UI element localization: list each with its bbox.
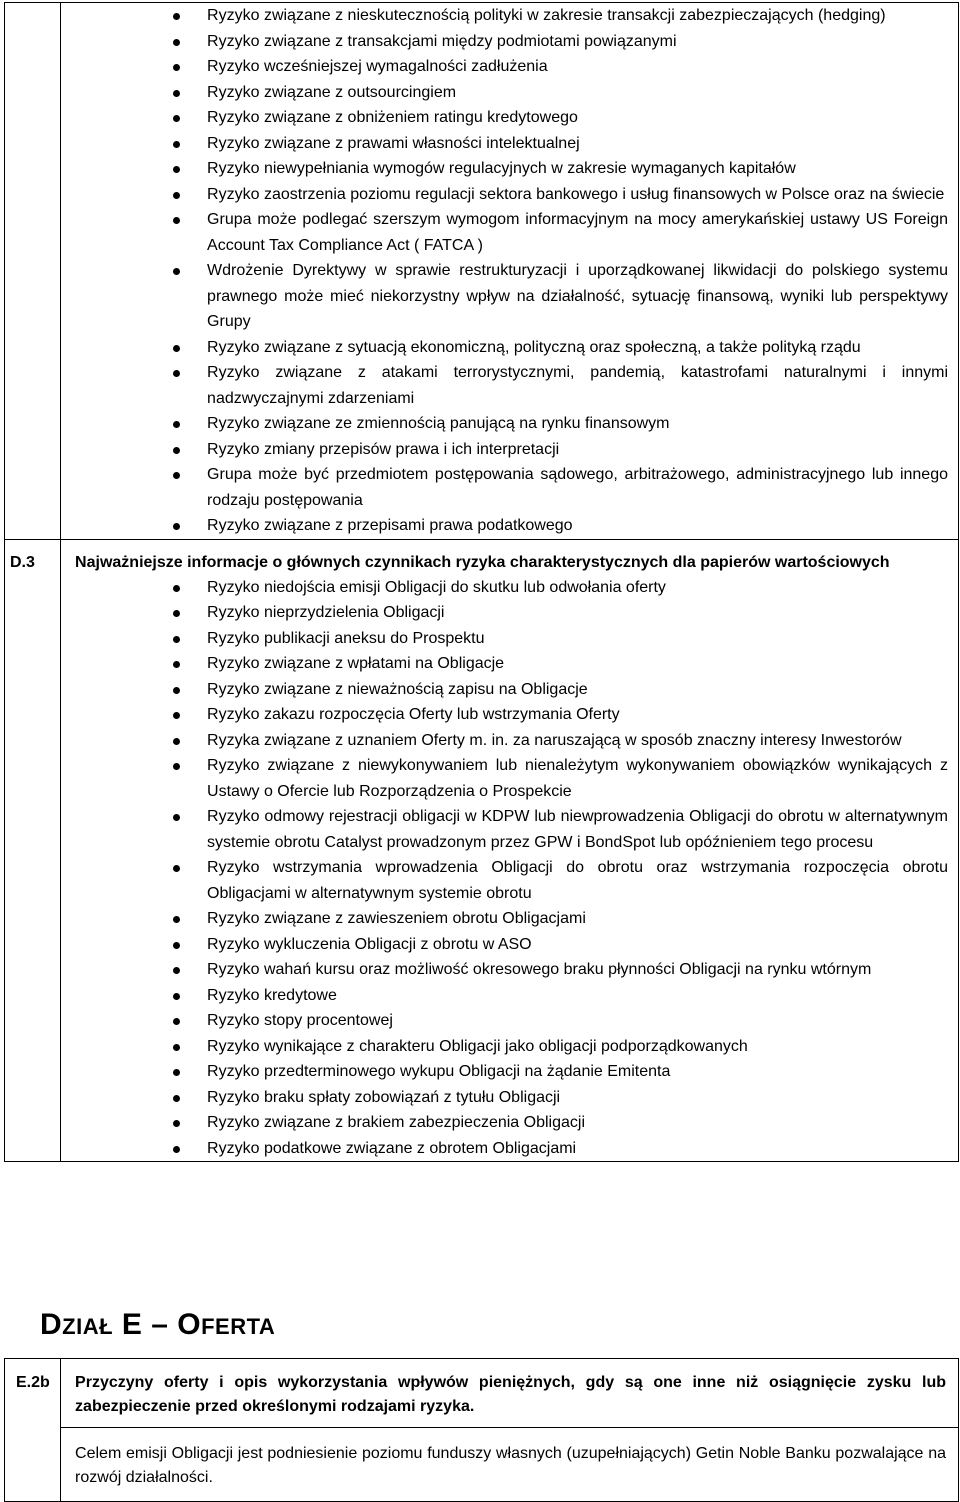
list-item: Ryzyko wcześniejszej wymagalności zadłużenia [61,54,958,80]
code-cell-empty [5,3,61,540]
section-heading: Najważniejsze informacje o głównych czynnikach ryzyka charakterystycznych dla papierów wartościowych [75,553,890,571]
body-cell [61,3,959,540]
list-item: Ryzyko związane z transakcjami między podmiotami powiązanymi [61,29,958,55]
body-cell [61,539,959,1162]
list-item: Grupa może podlegać szerszym wymogom informacyjnym na mocy amerykańskiej ustawy US Foreign Account Tax Compliance Act ( FATCA ) [61,207,958,258]
section-code: E.2b [16,1374,50,1391]
table-row [5,1359,959,1502]
list-item: Ryzyko związane z obniżeniem ratingu kredytowego [61,105,958,131]
list-item: Ryzyko wstrzymania wprowadzenia Obligacji do obrotu oraz wstrzymania rozpoczęcia obrotu Obligacjami w alternatywnym systemie obrotu [61,855,958,906]
title-initial-d: D [40,1308,63,1341]
list-item: Ryzyko związane z brakiem zabezpieczenia Obligacji [61,1110,958,1136]
list-item: Ryzyko związane z nieważnością zapisu na Obligacje [61,677,958,703]
list-item: Ryzyko związane z sytuacją ekonomiczną, polityczną oraz społeczną, a także polityką rządu [61,335,958,361]
title-rest-1: ZIAŁ [62,1314,114,1339]
list-item: Ryzyko niewypełniania wymogów regulacyjnych w zakresie wymaganych kapitałów [61,156,958,182]
list-item: Ryzyko zmiany przepisów prawa i ich interpretacji [61,437,958,463]
list-item: Ryzyko związane z niewykonywaniem lub nienależytym wykonywaniem obowiązków wynikających z Ustawy o Ofercie lub Rozporządzenia o Prospekcie [61,753,958,804]
table-row [5,539,959,1162]
securities-risk-list [61,575,958,1162]
list-item: Ryzyko związane ze zmiennością panującą na rynku finansowym [61,411,958,437]
table-row [5,3,959,540]
list-item: Ryzyka związane z uznaniem Oferty m. in. za naruszającą w sposób znaczny interesy Inwestorów [61,728,958,754]
issuer-risk-list [61,3,958,539]
list-item: Ryzyko związane z zawieszeniem obrotu Obligacjami [61,906,958,932]
list-item: Ryzyko zakazu rozpoczęcia Oferty lub wstrzymania Oferty [61,702,958,728]
list-item: Ryzyko stopy procentowej [61,1008,958,1034]
section-title [40,1305,275,1347]
code-cell [5,539,61,1162]
body-cell [61,1359,959,1502]
list-item: Ryzyko kredytowe [61,983,958,1009]
list-item: Ryzyko podatkowe związane z obrotem Obligacjami [61,1136,958,1162]
list-item: Ryzyko niedojścia emisji Obligacji do skutku lub odwołania oferty [61,575,958,601]
list-item: Ryzyko związane z wpłatami na Obligacje [61,651,958,677]
list-item: Ryzyko wykluczenia Obligacji z obrotu w ASO [61,932,958,958]
list-item: Ryzyko związane z prawami własności intelektualnej [61,131,958,157]
list-item: Ryzyko przedterminowego wykupu Obligacji na żądanie Emitenta [61,1059,958,1085]
list-item: Ryzyko związane z przepisami prawa podatkowego [61,513,958,539]
list-item: Ryzyko braku spłaty zobowiązań z tytułu Obligacji [61,1085,958,1111]
section-code: D.3 [10,553,35,571]
offer-table [4,1358,959,1502]
list-item: Grupa może być przedmiotem postępowania sądowego, arbitrażowego, administracyjnego lub innego rodzaju postępowania [61,462,958,513]
list-item: Ryzyko wynikające z charakteru Obligacji jako obligacji podporządkowanych [61,1034,958,1060]
list-item: Ryzyko wahań kursu oraz możliwość okresowego braku płynności Obligacji na rynku wtórnym [61,957,958,983]
section-heading: Przyczyny oferty i opis wykorzystania wpływów pieniężnych, gdy są one inne niż osiągnięcie zysku lub zabezpieczenie przed określonymi rodzajami ryzyka. [75,1374,946,1415]
title-rest-2: FERTA [201,1314,276,1339]
section-text: Celem emisji Obligacji jest podniesienie poziomu funduszy własnych (uzupełniających) Getin Noble Banku pozwalające na rozwój działalności. [75,1445,946,1486]
title-initial-o: O [177,1308,202,1341]
risk-factors-table [4,2,959,1162]
list-item: Ryzyko odmowy rejestracji obligacji w KDPW lub niewprowadzenia Obligacji do obrotu w alternatywnym systemie obrotu Catalyst prowadzonym przez GPW i BondSpot lub opóźnieniem tego procesu [61,804,958,855]
list-item: Ryzyko związane z atakami terrorystycznymi, pandemią, katastrofami naturalnymi i innymi nadzwyczajnymi zdarzeniami [61,360,958,411]
list-item: Ryzyko zaostrzenia poziomu regulacji sektora bankowego i usług finansowych w Polsce oraz na świecie [61,182,958,208]
list-item: Wdrożenie Dyrektywy w sprawie restrukturyzacji i uporządkowanej likwidacji do polskiego systemu prawnego może mieć niekorzystny wpływ na działalność, sytuację finansową, wyniki lub perspektywy Grupy [61,258,958,335]
list-item: Ryzyko związane z nieskutecznością polityki w zakresie transakcji zabezpieczających (hedging) [61,3,958,29]
list-item: Ryzyko związane z outsourcingiem [61,80,958,106]
title-dash: E – [113,1308,178,1341]
list-item: Ryzyko publikacji aneksu do Prospektu [61,626,958,652]
list-item: Ryzyko nieprzydzielenia Obligacji [61,600,958,626]
